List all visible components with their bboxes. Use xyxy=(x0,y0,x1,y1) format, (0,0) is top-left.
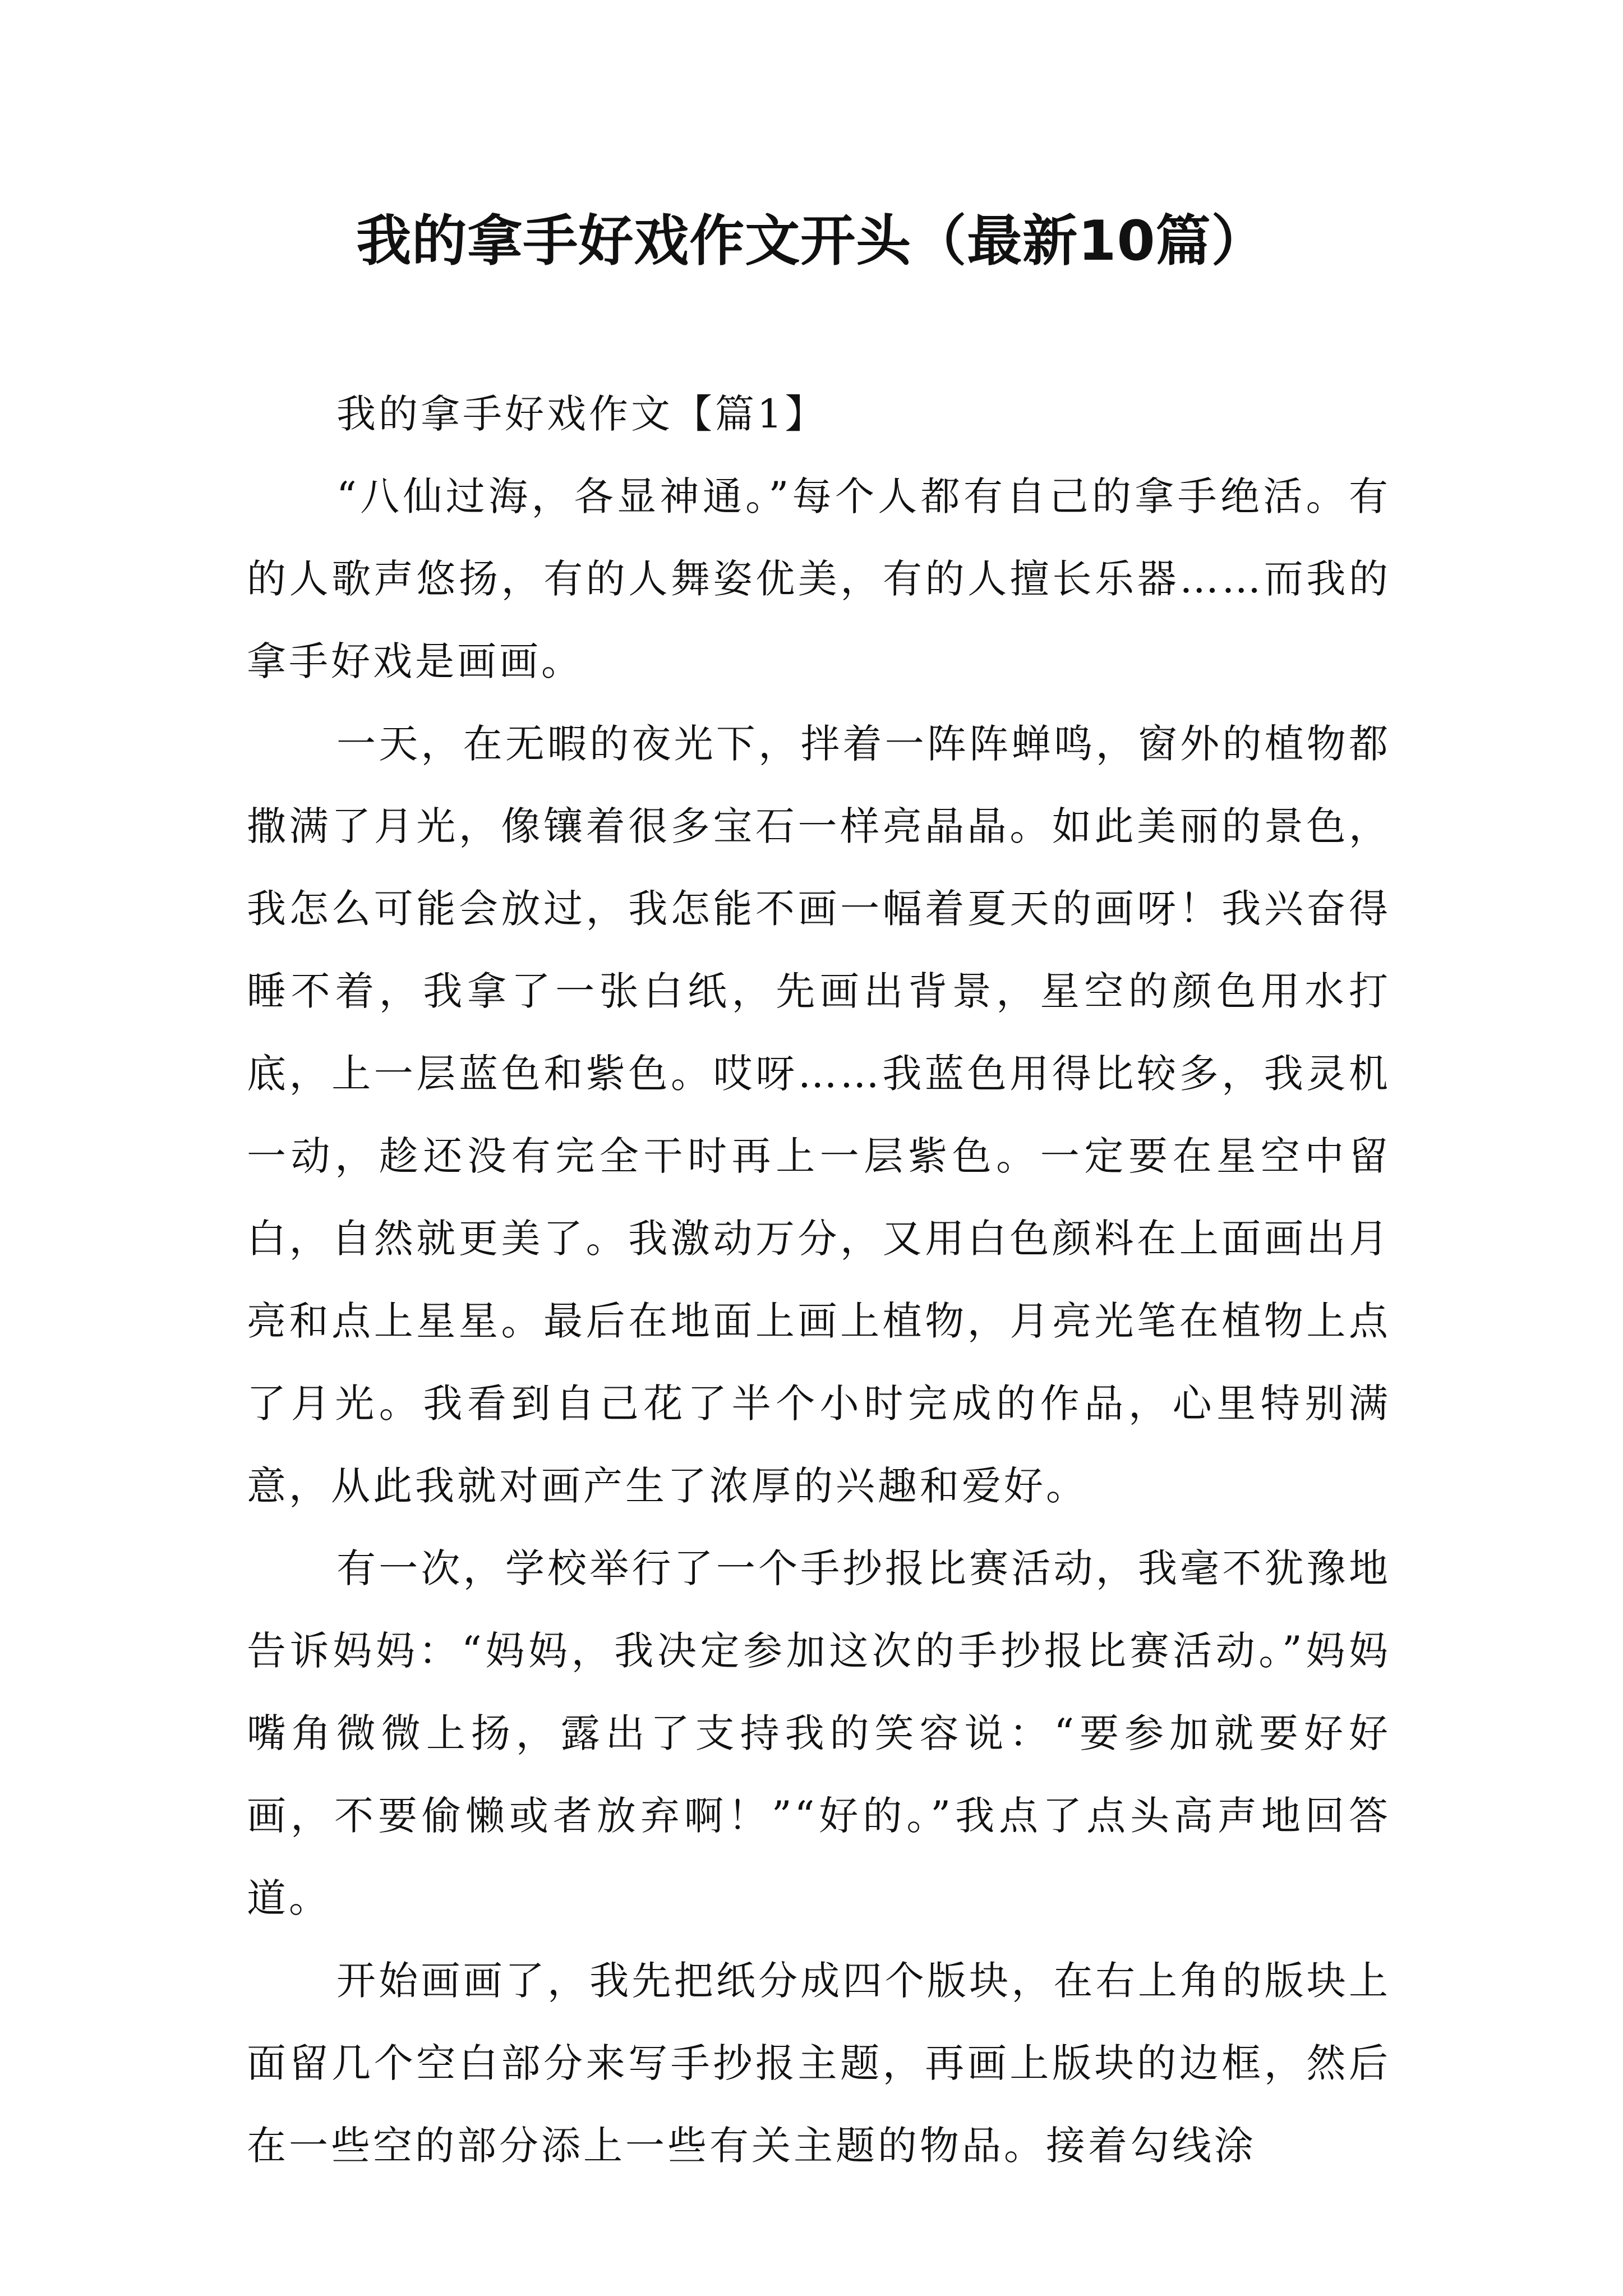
document-title: 我的拿手好戏作文开头（最新10篇） xyxy=(356,209,1267,273)
paragraph-4: 开始画画了，我先把纸分成四个版块，在右上角的版块上面留几个空白部分来写手抄报主题，再画上版块的边框，然后在一些空的部分添上一些有关主题的物品。接着勾线涂 xyxy=(247,1958,1391,2169)
paragraph-3: 有一次，学校举行了一个手抄报比赛活动，我毫不犹豫地告诉妈妈：“妈妈，我决定参加这次的手抄报比赛活动。”妈妈嘴角微微上扬，露出了支持我的笑容说：“要参加就要好好画，不要偷懒或者放弃啊！”“好的。”我点了点头高声地回答道。 xyxy=(247,1545,1391,1921)
document-body xyxy=(247,373,1391,2187)
paragraph-1: “八仙过海，各显神通。”每个人都有自己的拿手绝活。有的人歌声悠扬，有的人舞姿优美，有的人擅长乐器……而我的拿手好戏是画画。 xyxy=(247,473,1391,684)
paragraph-2: 一天，在无暇的夜光下，拌着一阵阵蝉鸣，窗外的植物都撒满了月光，像镶着很多宝石一样亮晶晶。如此美丽的景色，我怎么可能会放过，我怎能不画一幅着夏天的画呀！我兴奋得睡不着，我拿了一张白纸，先画出背景，星空的颜色用水打底，上一层蓝色和紫色。哎呀……我蓝色用得比较多，我灵机一动，趁还没有完全干时再上一层紫色。一定要在星空中留白，自然就更美了。我激动万分，又用白色颜料在上面画出月亮和点上星星。最后在地面上画上植物，月亮光笔在植物上点了月光。我看到自己花了半个小时完成的作品，心里特别满意，从此我就对画产生了浓厚的兴趣和爱好。 xyxy=(247,721,1391,1509)
section-heading: 我的拿手好戏作文【篇1】 xyxy=(336,391,827,437)
